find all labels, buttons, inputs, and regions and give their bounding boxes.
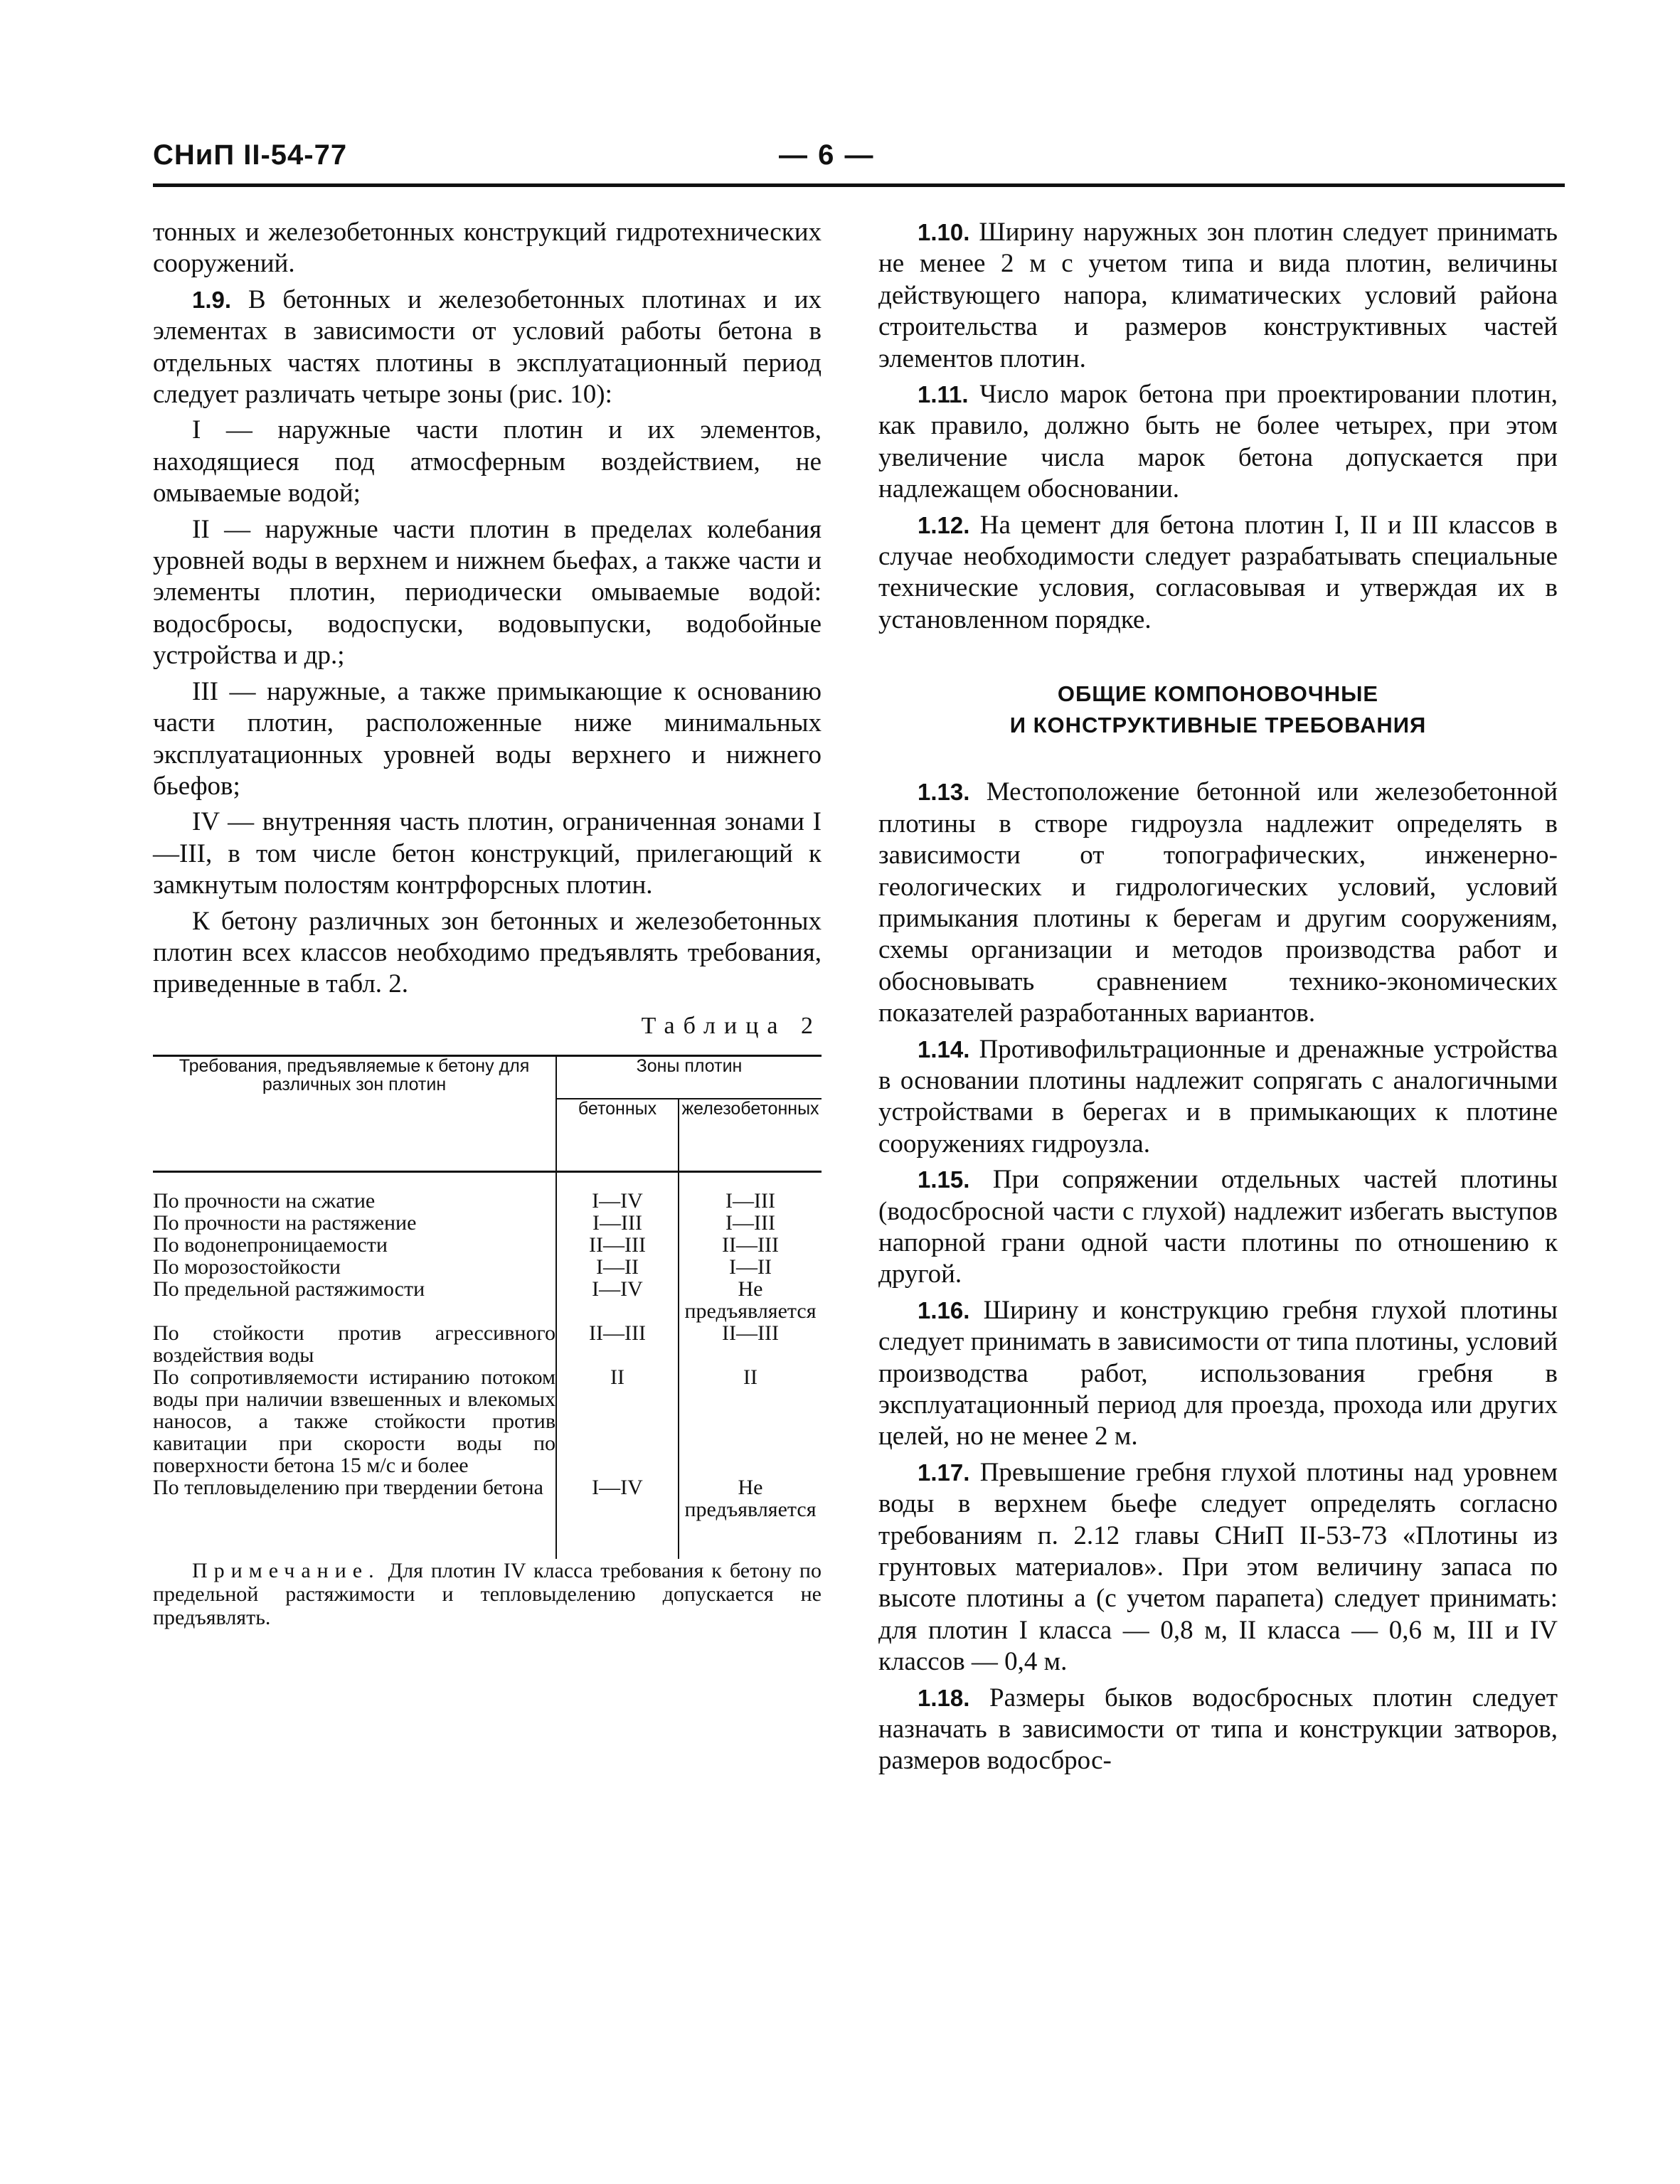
paragraph-1-16 bbox=[878, 1295, 1558, 1453]
page-header bbox=[153, 139, 1565, 182]
row-concrete-zones: II—III bbox=[556, 1322, 679, 1366]
clause-number: 1.14. bbox=[918, 1035, 970, 1062]
clause-number: 1.17. bbox=[918, 1459, 970, 1486]
paragraph-continuation: тонных и железобетонных конструкций гидротехнических сооружений. bbox=[153, 218, 822, 279]
paragraph-requirements: К бетону различных зон бетонных и железобетонных плотин всех классов необходимо предъявлять требования, приведенные в табл. 2. bbox=[153, 906, 822, 999]
clause-text: В бетонных и железобетонных плотинах и их элементах в зависимости от условий работы бетона в отдельных частях плотины в эксплуатационный период следует различать четыре зоны (рис. 10): bbox=[153, 284, 822, 410]
clause-text: Число марок бетона при проектировании плотин, как правило, должно быть не более четырех, при этом увеличение числа марок бетона допускается при надлежащем обосновании. bbox=[878, 380, 1558, 504]
zone-3-item: III — наружные, а также примыкающие к основанию части плотин, расположенные ниже минимальных эксплуатационных уровней воды верхнего и нижнего бьефов; bbox=[153, 676, 822, 801]
zone-4-item: IV — внутренняя часть плотин, ограниченная зонами I—III, в том числе бетон конструкций, прилегающий к замкнутым полостям контрфорсных плотин. bbox=[153, 807, 822, 900]
table-caption: Таблица 2 bbox=[641, 1012, 822, 1039]
paragraph-1-18 bbox=[878, 1683, 1558, 1777]
row-requirement: По предельной растяжимости bbox=[153, 1278, 556, 1322]
row-reinforced-zones: I—III bbox=[725, 1189, 775, 1213]
paragraph-1-12 bbox=[878, 510, 1558, 636]
row-concrete-zones: I—IV bbox=[556, 1476, 679, 1559]
paragraph-1-13 bbox=[878, 777, 1558, 1029]
row-concrete-zones: I—IV bbox=[556, 1278, 679, 1322]
clause-text: Противофильтрационные и дренажные устройства в основании плотины надлежит сопрягать с аналогичными устройствами в берегах и в примыкающих к плотине сооружениях гидроузла. bbox=[878, 1034, 1558, 1158]
row-requirement: По прочности на растяжение bbox=[153, 1212, 556, 1234]
table-row bbox=[153, 1172, 822, 1213]
header-concrete: бетонных bbox=[556, 1099, 679, 1172]
row-concrete-zones: I—II bbox=[556, 1256, 679, 1278]
row-requirement: По водонепроницаемости bbox=[153, 1234, 556, 1256]
table-row bbox=[153, 1476, 822, 1559]
clause-text: Ширину наружных зон плотин следует принимать не менее 2 м с учетом типа и вида плотин, величины действующего напора, климатических условий района строительства и размеров конструктивных частей элементов плотин. bbox=[878, 218, 1558, 373]
clause-number: 1.16. bbox=[918, 1296, 970, 1323]
section-heading-line-2: И КОНСТРУКТИВНЫЕ ТРЕБОВАНИЯ bbox=[1009, 713, 1427, 738]
clause-text: Размеры быков водосбросных плотин следует назначать в зависимости от типа и конструкции затворов, размеров водосброс- bbox=[878, 1683, 1558, 1776]
row-requirement: По стойкости против агрессивного воздействия воды bbox=[153, 1321, 555, 1368]
row-reinforced-zones: Не предъявляется bbox=[684, 1476, 817, 1522]
clause-number: 1.11. bbox=[918, 381, 969, 408]
header-rule bbox=[153, 183, 1565, 187]
clause-number: 1.9. bbox=[192, 286, 232, 313]
row-concrete-zones: I—III bbox=[556, 1212, 679, 1234]
paragraph-1-17 bbox=[878, 1457, 1558, 1678]
row-requirement: По прочности на сжатие bbox=[153, 1172, 556, 1213]
clause-number: 1.10. bbox=[918, 219, 970, 245]
table-row bbox=[153, 1366, 822, 1476]
clause-number: 1.13. bbox=[918, 779, 970, 806]
paragraph-1-15 bbox=[878, 1164, 1558, 1291]
row-requirement: По сопротивляемости истиранию потоком воды при наличии взвешенных и влекомых наносов, а также стойкости против кавитации при скорости воды по поверхности бетона 15 м/с и более bbox=[153, 1365, 555, 1478]
page-number: — 6 — bbox=[779, 139, 875, 171]
paragraph-1-14 bbox=[878, 1034, 1558, 1161]
right-column bbox=[878, 217, 1558, 1781]
paragraph-1-9 bbox=[153, 284, 822, 411]
header-requirements: Требования, предъявляемые к бетону для различных зон плотин bbox=[153, 1056, 556, 1172]
note-text: Для плотин IV класса требования к бетону по предельной растяжимости и тепловыделению допускается не предъявлять. bbox=[153, 1559, 822, 1630]
clause-number: 1.12. bbox=[918, 511, 970, 538]
table-row bbox=[153, 1322, 822, 1366]
row-concrete-zones: I—IV bbox=[556, 1172, 679, 1213]
note-label: Примечание. bbox=[192, 1559, 381, 1583]
paragraph-1-11 bbox=[878, 379, 1558, 506]
document-code: СНиП II-54-77 bbox=[153, 139, 348, 171]
row-reinforced-zones: I—III bbox=[725, 1211, 775, 1235]
table-row bbox=[153, 1278, 822, 1322]
row-concrete-zones: II—III bbox=[556, 1234, 679, 1256]
table-row bbox=[153, 1256, 822, 1278]
clause-text: На цемент для бетона плотин I, II и III классов в случае необходимости следует разрабатывать специальные технические условия, согласовывая и утверждая их в установленном порядке. bbox=[878, 510, 1558, 634]
paragraph-1-10 bbox=[878, 217, 1558, 375]
header-reinforced: железобетонных bbox=[679, 1099, 822, 1172]
section-heading-line-1: ОБЩИЕ КОМПОНОВОЧНЫЕ bbox=[1057, 681, 1379, 707]
section-heading bbox=[878, 678, 1558, 741]
left-column bbox=[153, 217, 822, 1634]
clause-number: 1.18. bbox=[918, 1684, 970, 1711]
header-zones: Зоны плотин bbox=[556, 1056, 822, 1099]
table-row bbox=[153, 1234, 822, 1256]
row-reinforced-zones: I—II bbox=[729, 1255, 772, 1279]
table-note bbox=[153, 1559, 822, 1629]
row-requirement: По тепловыделению при твердении бетона bbox=[153, 1476, 556, 1559]
row-requirement: По морозостойкости bbox=[153, 1256, 556, 1278]
row-reinforced-zones: II—III bbox=[722, 1321, 779, 1346]
row-reinforced-zones: II—III bbox=[722, 1233, 779, 1257]
row-concrete-zones: II bbox=[556, 1366, 679, 1476]
clause-number: 1.15. bbox=[918, 1166, 970, 1193]
clause-text: Превышение гребня глухой плотины над уровнем воды в верхнем бьефе следует определять согласно требованиям п. 2.12 главы СНиП II-53-73 «Плотины из грунтовых материалов». При этом величину запаса по высоте плотины a (с учетом парапета) следует принимать: для плотин I класса — 0,8 м, II класса — 0,6 м, III и IV классов — 0,4 м. bbox=[878, 1457, 1558, 1677]
row-reinforced-zones: II bbox=[743, 1365, 757, 1390]
clause-text: При сопряжении отдельных частей плотины (водосбросной части с глухой) надлежит избегать выступов напорной грани одной части плотины по отношению к другой. bbox=[878, 1165, 1558, 1289]
row-reinforced-zones: Не предъявляется bbox=[684, 1277, 817, 1323]
clause-text: Ширину и конструкцию гребня глухой плотины следует принимать в зависимости от типа плотины, условий производства работ, использования гребня в эксплуатационный период для проезда, прохода или других целей, но не менее 2 м. bbox=[878, 1295, 1558, 1451]
clause-text: Местоположение бетонной или железобетонной плотины в створе гидроузла надлежит определять в зависимости от топографических, инженерно-геологических и гидрологических условий, условий примыкания плотины к берегам и другим сооружениям, схемы организации и методов производства работ и обосновывать сравнением технико-экономических показателей разработанных вариантов. bbox=[878, 777, 1558, 1028]
zone-1-item: I — наружные части плотин и их элементов, находящиеся под атмосферным воздействием, не омываемые водой; bbox=[153, 415, 822, 508]
table-row bbox=[153, 1212, 822, 1234]
zone-2-item: II — наружные части плотин в пределах колебания уровней воды в верхнем и нижнем бьефах, а также части и элементы плотин, периодически омываемые водой: водосбросы, водоспуски, водовыпуски, водобойные устройства и др.; bbox=[153, 514, 822, 671]
table-2 bbox=[153, 1055, 822, 1559]
